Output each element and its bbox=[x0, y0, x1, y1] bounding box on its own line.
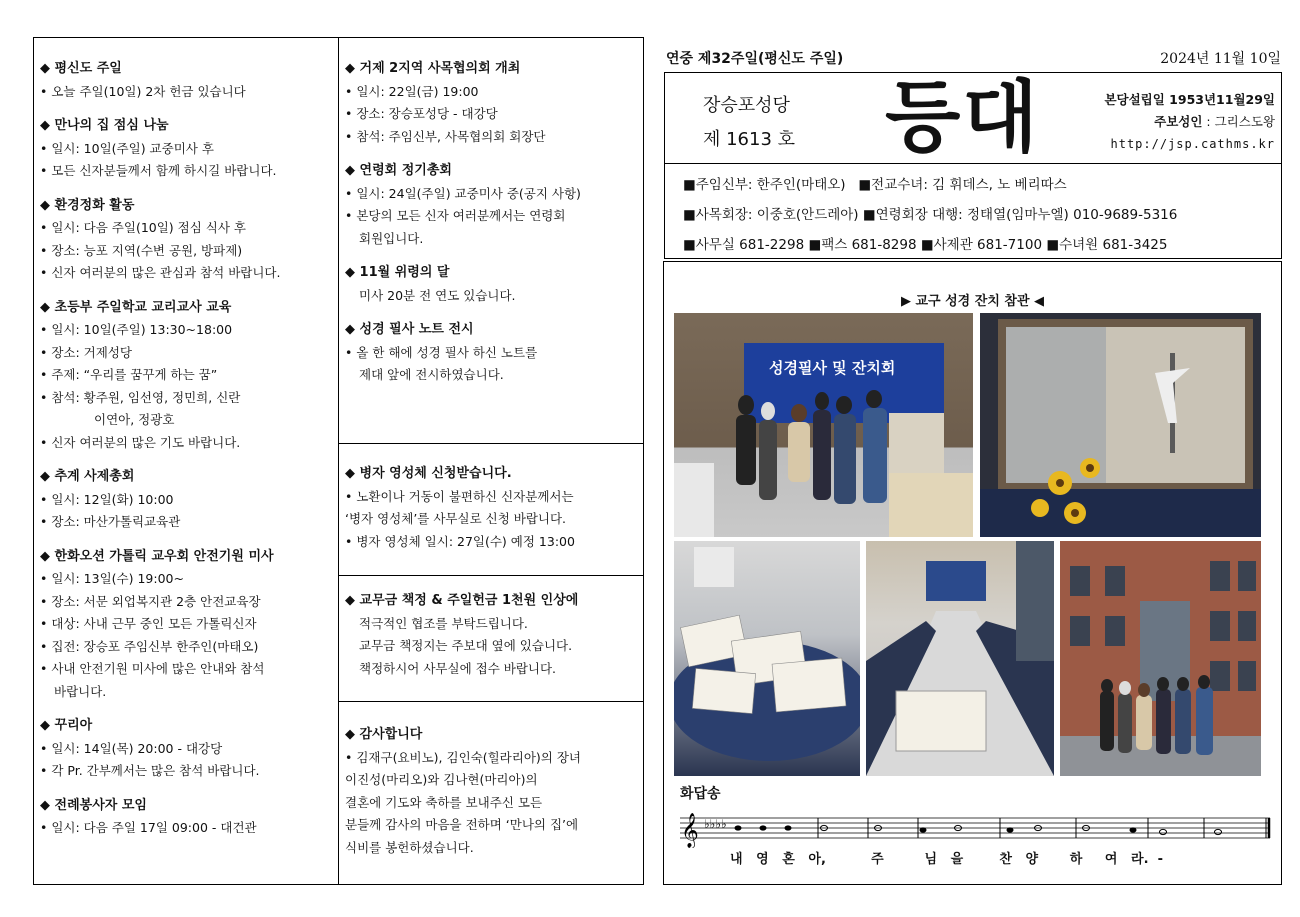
liturgical-week: 연중 제32주일(평신도 주일) bbox=[666, 51, 844, 67]
section-line: • 참석: 황주원, 임선영, 정민희, 신란 bbox=[40, 389, 241, 405]
section-line: • 일시: 14일(목) 20:00 - 대강당 bbox=[40, 740, 223, 756]
announcements-column-2-dues bbox=[345, 582, 641, 680]
contacts-box bbox=[664, 164, 1282, 259]
column2-divider-3 bbox=[339, 701, 643, 702]
section-line: • 집전: 장승포 주임신부 한주인(마태오) bbox=[40, 638, 259, 654]
section-title: ◆ 평신도 주일 bbox=[40, 61, 122, 76]
patron-name: : 그리스도왕 bbox=[1202, 114, 1275, 129]
section-line: • 대상: 사내 근무 중인 모든 가톨릭신자 bbox=[40, 616, 257, 631]
column2-divider-1 bbox=[339, 443, 643, 444]
bulletin-title: 등대 bbox=[885, 73, 1040, 163]
section-line: • 오늘 주일(10일) 2차 헌금 있습니다 bbox=[40, 83, 246, 99]
section-line: • 장소: 거제성당 bbox=[40, 344, 132, 360]
section-line: • 일시: 22일(금) 19:00 bbox=[345, 83, 479, 99]
section-line: • 장소: 서문 외업복지관 2층 안전교육장 bbox=[40, 593, 261, 609]
section-line: 교무금 책정지는 주보대 옆에 있습니다. bbox=[359, 638, 573, 653]
announcements-column-2 bbox=[345, 50, 641, 387]
section-line: • 병자 영성체 일시: 27일(수) 예정 13:00 bbox=[345, 533, 575, 549]
parish-info bbox=[1104, 89, 1275, 155]
section-line: • 신자 여러분의 많은 기도 바랍니다. bbox=[40, 434, 241, 450]
section-line: • 장소: 능포 지역(수변 공원, 방파제) bbox=[40, 242, 243, 258]
section-line: 적극적인 협조를 부탁드립니다. bbox=[359, 615, 528, 631]
section-line: 바랍니다. bbox=[54, 683, 107, 699]
section-line: • 일시: 24일(주일) 교중미사 중(공지 사항) bbox=[345, 185, 581, 201]
announcements-column-2-lower bbox=[345, 455, 641, 553]
photo-books-art bbox=[674, 541, 860, 776]
section-title: ◆ 추계 사제총회 bbox=[40, 469, 135, 484]
section-title: ◆ 감사합니다 bbox=[345, 727, 423, 742]
responsorial-psalm-title: 화답송 bbox=[680, 786, 721, 802]
section-line: • 일시: 다음 주일(10일) 점심 식사 후 bbox=[40, 220, 246, 235]
patron-saint bbox=[1104, 111, 1275, 133]
announcements-column-2-thanks bbox=[345, 716, 641, 859]
section-title: ◆ 초등부 주일학교 교리교사 교육 bbox=[40, 299, 232, 315]
photo-crucifix-art bbox=[980, 313, 1261, 537]
photo-group-banner bbox=[674, 313, 973, 537]
section-title: ◆ 전례봉사자 모임 bbox=[40, 797, 147, 813]
photo-building-art bbox=[1060, 541, 1261, 776]
hymn-lyrics: 내 영 혼 아, 주 님 을 찬 양 하 여 라. - bbox=[730, 852, 1163, 867]
section-line: • 본당의 모든 신자 여러분께서는 연령회 bbox=[345, 208, 566, 223]
flower-display bbox=[889, 473, 973, 537]
section-title: ◆ 교무금 책정 & 주일헌금 1천원 인상에 bbox=[345, 593, 579, 608]
background-poster bbox=[694, 547, 734, 587]
section-line: 책정하시어 사무실에 접수 바랍니다. bbox=[359, 660, 557, 676]
section-line: • 각 Pr. 간부께서는 많은 참석 바랍니다. bbox=[40, 763, 260, 778]
photo-transcription-books bbox=[674, 541, 860, 776]
section-line: • 신자 여러분의 많은 관심과 참석 바랍니다. bbox=[40, 265, 281, 280]
announcements-column-1 bbox=[40, 50, 335, 840]
section-line: • 모든 신자분들께서 함께 하시길 바랍니다. bbox=[40, 163, 277, 178]
sink bbox=[674, 463, 714, 537]
website-link[interactable]: http://jsp.cathms.kr bbox=[1110, 137, 1275, 151]
flat-signature-icon: ♭♭♭♭ bbox=[704, 817, 727, 831]
bulletin-date: 2024년 11월 10일 bbox=[1160, 51, 1281, 67]
contact-line: ■사무실 681-2298 ■팩스 681-8298 ■사제관 681-7100 ■수녀원 681-3425 bbox=[683, 237, 1168, 253]
windows bbox=[1016, 541, 1054, 661]
section-line: • 일시: 13일(수) 19:00~ bbox=[40, 571, 184, 586]
section-line: • 노환이나 거동이 불편하신 신자분께서는 bbox=[345, 488, 574, 504]
table-cloth bbox=[980, 489, 1261, 537]
hall-banner bbox=[926, 561, 986, 601]
section-title: ◆ 거제 2지역 사목협의회 개최 bbox=[345, 61, 521, 76]
section-line: 결혼에 기도와 축하를 보내주신 모든 bbox=[345, 794, 543, 810]
section-line: 미사 20분 전 연도 있습니다. bbox=[359, 287, 516, 303]
section-title: ◆ 환경정화 활동 bbox=[40, 197, 135, 213]
section-line: • 일시: 다음 주일 17일 09:00 - 대건관 bbox=[40, 820, 257, 835]
section-title: ◆ 성경 필사 노트 전시 bbox=[345, 322, 474, 337]
photo-exhibition-hall bbox=[866, 541, 1054, 776]
section-line: 식비를 봉헌하셨습니다. bbox=[345, 839, 474, 855]
bookshelf bbox=[889, 413, 944, 483]
photo-section-title: ▶ 교구 성경 잔치 참관 ◀ bbox=[900, 294, 1045, 309]
founded-date: 본당설립일 1953년11월29일 bbox=[1104, 92, 1275, 107]
contact-line: ■주임신부: 한주인(마태오) ■전교수녀: 김 휘데스, 노 베리따스 bbox=[683, 177, 1067, 193]
masthead bbox=[664, 72, 1282, 164]
photo-group-banner-art bbox=[674, 313, 973, 537]
section-line: 분들께 감사의 마음을 전하며 ‘만나의 집’에 bbox=[345, 817, 579, 832]
section-line: • 사내 안전기원 미사에 많은 안내와 참석 bbox=[40, 661, 265, 676]
column-divider bbox=[338, 37, 339, 885]
section-line: 회원입니다. bbox=[359, 230, 424, 246]
treble-clef-icon: 𝄞 bbox=[681, 813, 699, 848]
photo-group-building bbox=[1060, 541, 1261, 776]
section-line: • 김재구(요비노), 김인숙(힐라리아)의 장녀 bbox=[345, 749, 581, 765]
section-line: • 일시: 10일(주일) 13:30~18:00 bbox=[40, 322, 233, 337]
section-title: ◆ 11월 위령의 달 bbox=[345, 265, 450, 280]
photo-crucifix-painting bbox=[980, 313, 1261, 537]
section-line: • 참석: 주임신부, 사목협의회 회장단 bbox=[345, 128, 546, 144]
section-line: • 장소: 장승포성당 - 대강당 bbox=[345, 106, 498, 121]
photo-hall-art bbox=[866, 541, 1054, 776]
section-line: • 일시: 12일(화) 10:00 bbox=[40, 491, 174, 507]
section-line: 이진성(마리오)와 김나현(마리아)의 bbox=[345, 772, 538, 787]
section-line: 제대 앞에 전시하였습니다. bbox=[359, 367, 504, 382]
banner-text: 성경필사 및 잔치회 bbox=[769, 359, 896, 377]
section-title: ◆ 만나의 집 점심 나눔 bbox=[40, 118, 169, 133]
section-line: • 일시: 10일(주일) 교중미사 후 bbox=[40, 140, 214, 156]
section-line: ‘병자 영성체’를 사무실로 신청 바랍니다. bbox=[345, 511, 567, 526]
section-title: ◆ 병자 영성체 신청받습니다. bbox=[345, 466, 512, 481]
section-line: • 올 한 해에 성경 필사 하신 노트를 bbox=[345, 344, 538, 360]
staff-lines bbox=[680, 818, 1270, 838]
section-title: ◆ 연령회 정기총회 bbox=[345, 163, 452, 178]
section-title: ◆ 꾸리아 bbox=[40, 718, 93, 733]
section-line: 이연아, 정광호 bbox=[94, 412, 175, 427]
parish-name: 장승포성당 bbox=[703, 95, 790, 116]
patron-label: 주보성인 bbox=[1154, 114, 1203, 129]
section-line: • 장소: 마산가톨릭교육관 bbox=[40, 514, 181, 529]
section-line: • 주제: “우리를 꿈꾸게 하는 꿈” bbox=[40, 367, 218, 382]
section-title: ◆ 한화오션 가톨릭 교우회 안전기원 미사 bbox=[40, 548, 274, 564]
issue-number: 제 1613 호 bbox=[703, 129, 796, 150]
column2-divider-2 bbox=[339, 575, 643, 576]
music-staff bbox=[678, 806, 1276, 848]
open-notebook bbox=[896, 691, 986, 751]
contact-line: ■사목회장: 이중호(안드레아) ■연령회장 대행: 정태열(임마누엘) 010-9689-5316 bbox=[683, 207, 1178, 223]
